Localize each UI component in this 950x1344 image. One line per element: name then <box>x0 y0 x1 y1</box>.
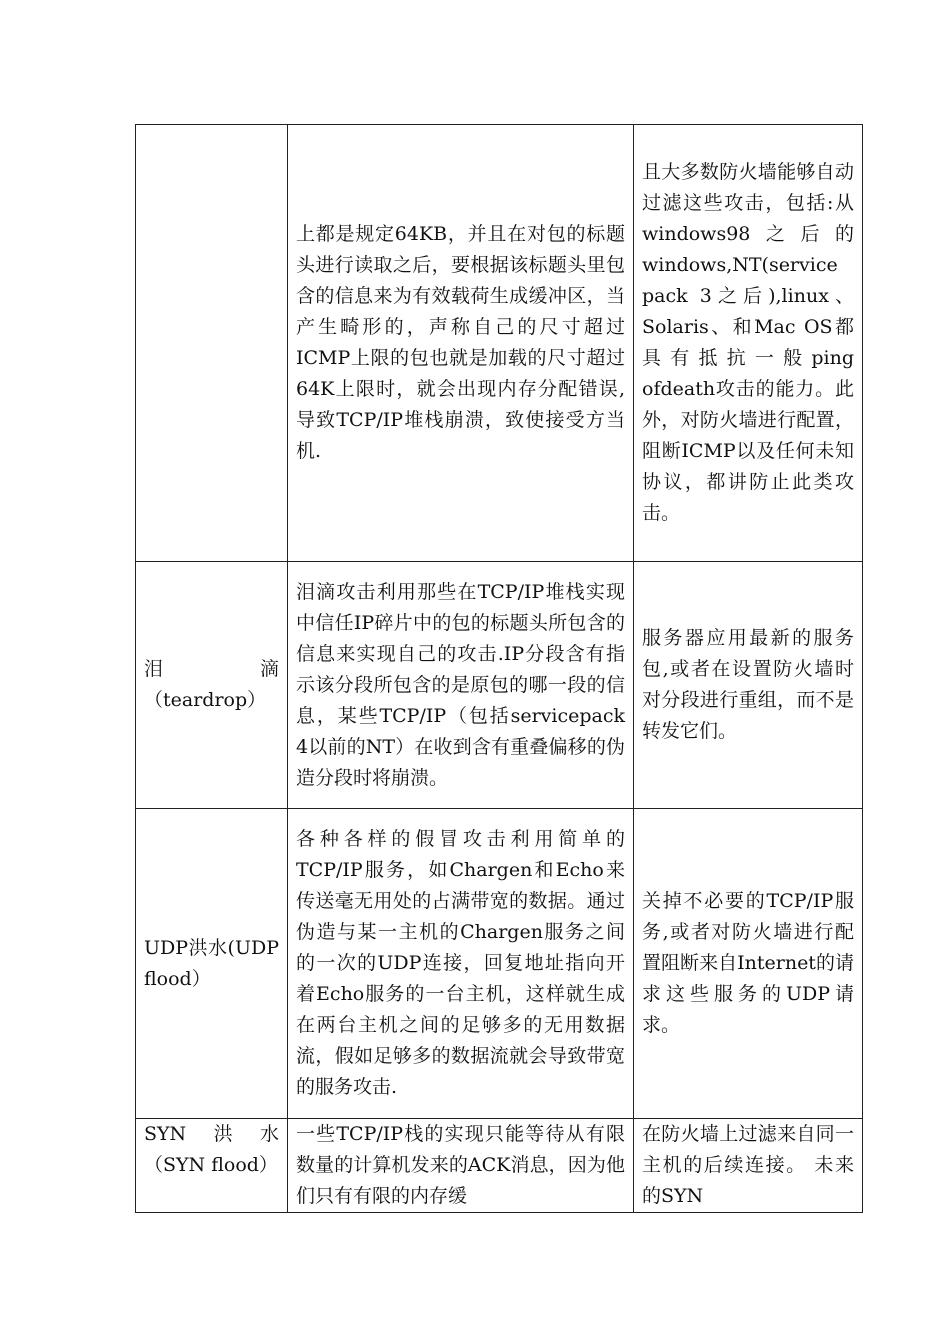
attack-description: 上都是规定64KB，并且在对包的标题头进行读取之后，要根据该标题头里包含的信息来为有效载荷生成缓冲区，当产生畸形的，声称自己的尺寸超过ICMP上限的包也就是加载的尺寸超过64K上限时，就会出现内存分配错误,导致TCP/IP堆栈崩溃，致使接受方当机. <box>296 223 625 462</box>
defense-text: 且大多数防火墙能够自动过滤这些攻击，包括:从windows98之后的windows,NT(service pack 3之后),linux、Solaris、和Mac OS都具有抵抗一般ping ofdeath攻击的能力。此外，对防火墙进行配置，阻断ICMP以及任何未知协议，都讲防止此类攻击。 <box>642 161 854 524</box>
table-row <box>136 1119 863 1213</box>
attack-name: SYN洪水（SYN flood） <box>144 1123 279 1176</box>
defense-cell <box>634 125 863 562</box>
attack-description: 泪滴攻击利用那些在TCP/IP堆栈实现中信任IP碎片中的包的标题头所包含的信息来实现自己的攻击.IP分段含有指示该分段所包含的是原包的哪一段的信息，某些TCP/IP（包括servicepack 4以前的NT）在收到含有重叠偏移的伪造分段时将崩溃。 <box>296 580 625 789</box>
attack-description: 各种各样的假冒攻击利用简单的TCP/IP服务，如Chargen和Echo来传送毫无用处的占满带宽的数据。通过伪造与某一主机的Chargen服务之间的一次的UDP连接，回复地址指向开着Echo服务的一台主机，这样就生成在两台主机之间的足够多的无用数据流，假如足够多的数据流就会导致带宽的服务攻击. <box>296 828 625 1098</box>
attack-name-cell <box>136 809 288 1119</box>
attack-name: 泪滴（teardrop） <box>144 658 279 711</box>
table-row <box>136 125 863 562</box>
defense-text: 服务器应用最新的服务包,或者在设置防火墙时对分段进行重组，而不是转发它们。 <box>642 627 854 742</box>
table-row <box>136 562 863 809</box>
attack-description: 一些TCP/IP栈的实现只能等待从有限数量的计算机发来的ACK消息，因为他们只有有限的内存缓 <box>296 1123 625 1207</box>
attack-defense-table <box>135 124 863 1213</box>
attack-name-cell <box>136 562 288 809</box>
defense-text: 在防火墙上过滤来自同一主机的后续连接。 未来的SYN <box>642 1123 854 1207</box>
attack-name: UDP洪水(UDP flood） <box>144 936 279 990</box>
defense-cell <box>634 1119 863 1213</box>
table-row <box>136 809 863 1119</box>
attack-description-cell <box>288 809 634 1119</box>
defense-cell <box>634 562 863 809</box>
attack-name-cell <box>136 1119 288 1213</box>
attack-description-cell <box>288 125 634 562</box>
attack-name-cell <box>136 125 288 562</box>
attack-description-cell <box>288 562 634 809</box>
attack-description-cell <box>288 1119 634 1213</box>
defense-text: 关掉不必要的TCP/IP服务,或者对防火墙进行配置阻断来自Internet的请求这些服务的UDP请求。 <box>642 890 854 1036</box>
defense-cell <box>634 809 863 1119</box>
